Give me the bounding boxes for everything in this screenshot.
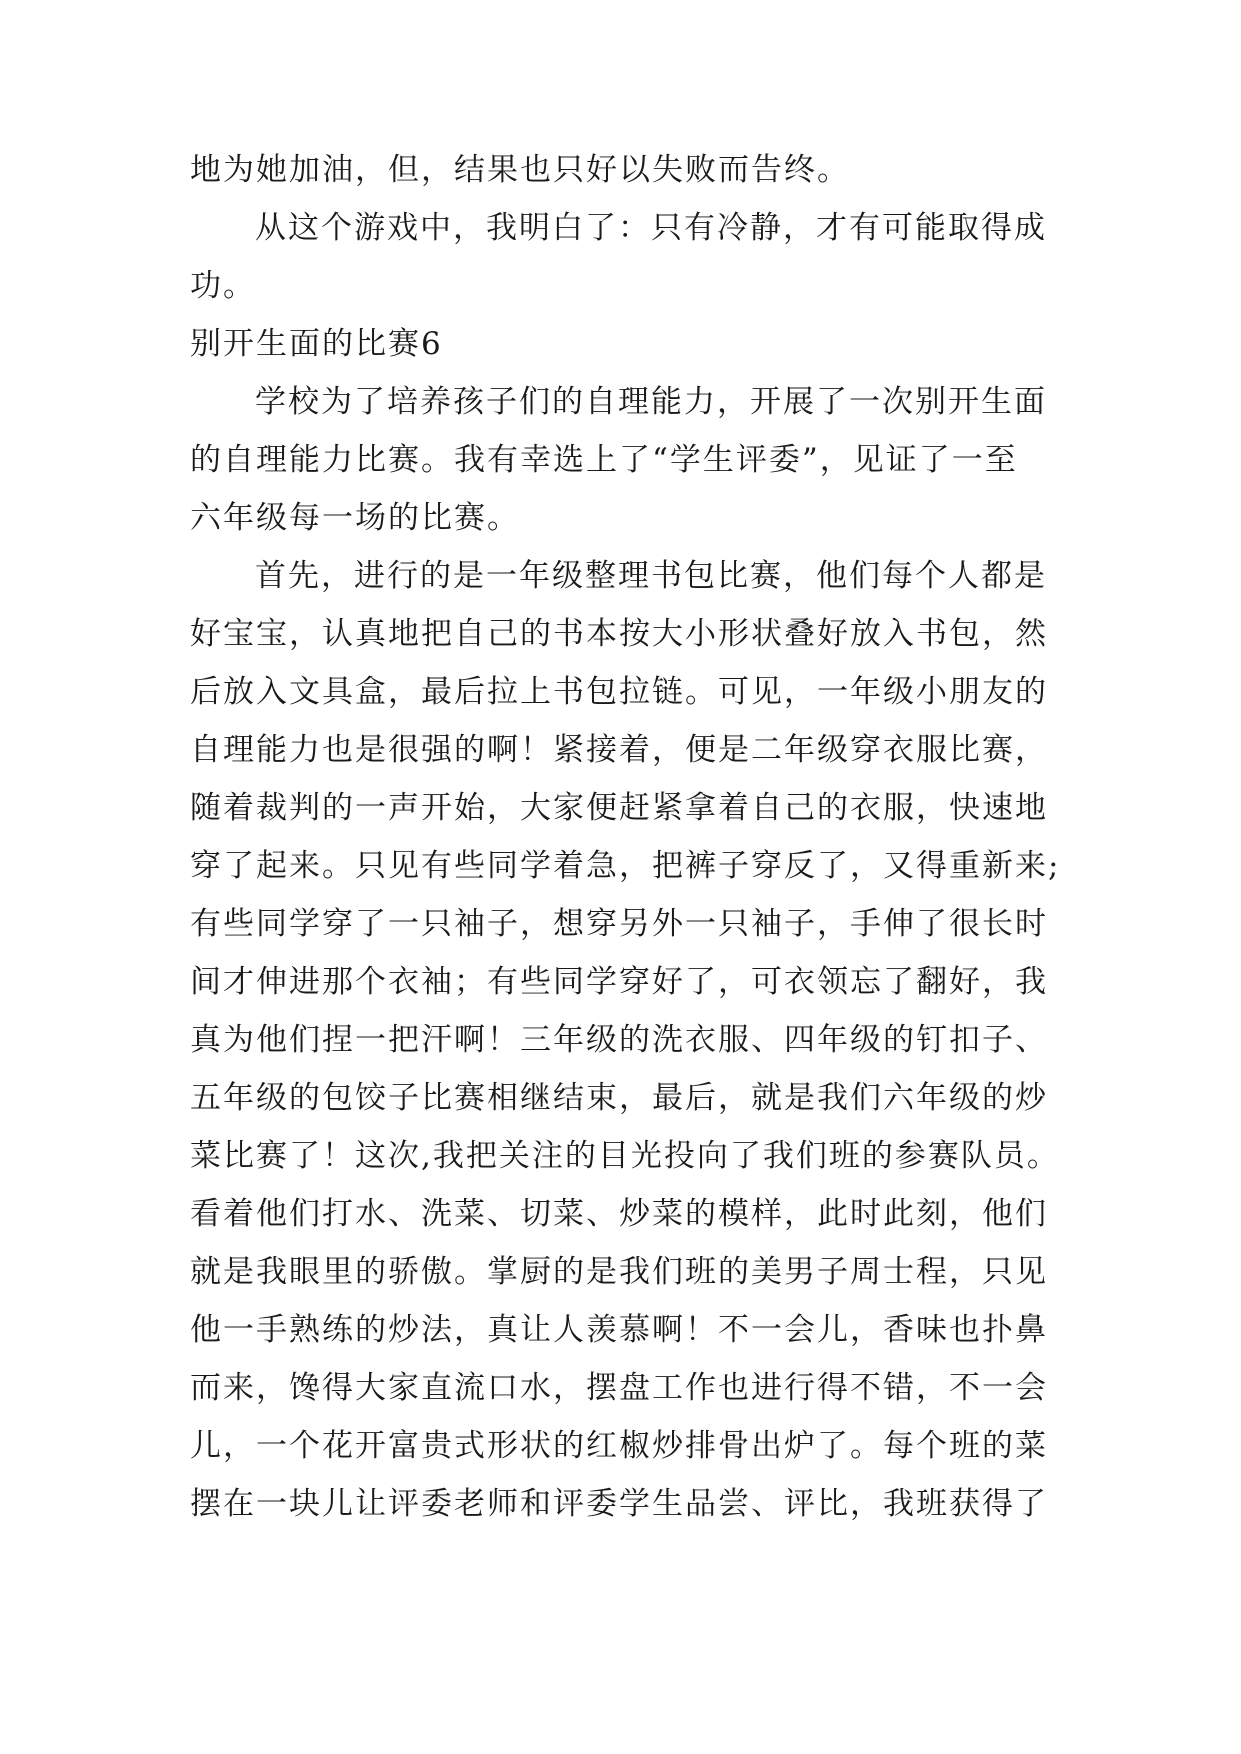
text-line: 有些同学穿了一只袖子，想穿另外一只袖子，手伸了很长时 bbox=[190, 906, 1048, 942]
text-line: 他一手熟练的炒法，真让人羡慕啊！不一会儿，香味也扑鼻 bbox=[190, 1312, 1048, 1348]
text-line: 儿，一个花开富贵式形状的红椒炒排骨出炉了。每个班的菜 bbox=[190, 1428, 1048, 1464]
text-line: 从这个游戏中，我明白了：只有冷静，才有可能取得成 bbox=[255, 210, 1047, 246]
text-line: 首先，进行的是一年级整理书包比赛，他们每个人都是 bbox=[255, 558, 1047, 594]
text-line: 而来，馋得大家直流口水，摆盘工作也进行得不错，不一会 bbox=[190, 1370, 1048, 1406]
text-line: 随着裁判的一声开始，大家便赶紧拿着自己的衣服，快速地 bbox=[190, 790, 1048, 826]
text-line: 真为他们捏一把汗啊！三年级的洗衣服、四年级的钉扣子、 bbox=[190, 1022, 1048, 1058]
text-line: 间才伸进那个衣袖；有些同学穿好了，可衣领忘了翻好，我 bbox=[190, 964, 1048, 1000]
text-line: 后放入文具盒，最后拉上书包拉链。可见，一年级小朋友的 bbox=[190, 674, 1048, 710]
text-line: 菜比赛了！这次,我把关注的目光投向了我们班的参赛队员。 bbox=[190, 1138, 1060, 1174]
text-line: 五年级的包饺子比赛相继结束，最后，就是我们六年级的炒 bbox=[190, 1080, 1048, 1116]
text-line: 六年级每一场的比赛。 bbox=[190, 500, 520, 536]
text-line: 看着他们打水、洗菜、切菜、炒菜的模样，此时此刻，他们 bbox=[190, 1196, 1048, 1232]
text-line: 穿了起来。只见有些同学着急，把裤子穿反了，又得重新来; bbox=[190, 848, 1061, 884]
text-line: 学校为了培养孩子们的自理能力，开展了一次别开生面 bbox=[255, 384, 1047, 420]
text-line: 自理能力也是很强的啊！紧接着，便是二年级穿衣服比赛， bbox=[190, 732, 1048, 768]
text-line: 的自理能力比赛。我有幸选上了“学生评委”，见证了一至 bbox=[190, 442, 1018, 478]
text-line: 摆在一块儿让评委老师和评委学生品尝、评比，我班获得了 bbox=[190, 1486, 1048, 1522]
text-line: 好宝宝，认真地把自己的书本按大小形状叠好放入书包，然 bbox=[190, 616, 1048, 652]
text-line: 就是我眼里的骄傲。掌厨的是我们班的美男子周士程，只见 bbox=[190, 1254, 1048, 1290]
section-heading: 别开生面的比赛6 bbox=[190, 326, 443, 362]
text-line: 功。 bbox=[190, 268, 256, 304]
text-line: 地为她加油，但，结果也只好以失败而告终。 bbox=[190, 152, 850, 188]
